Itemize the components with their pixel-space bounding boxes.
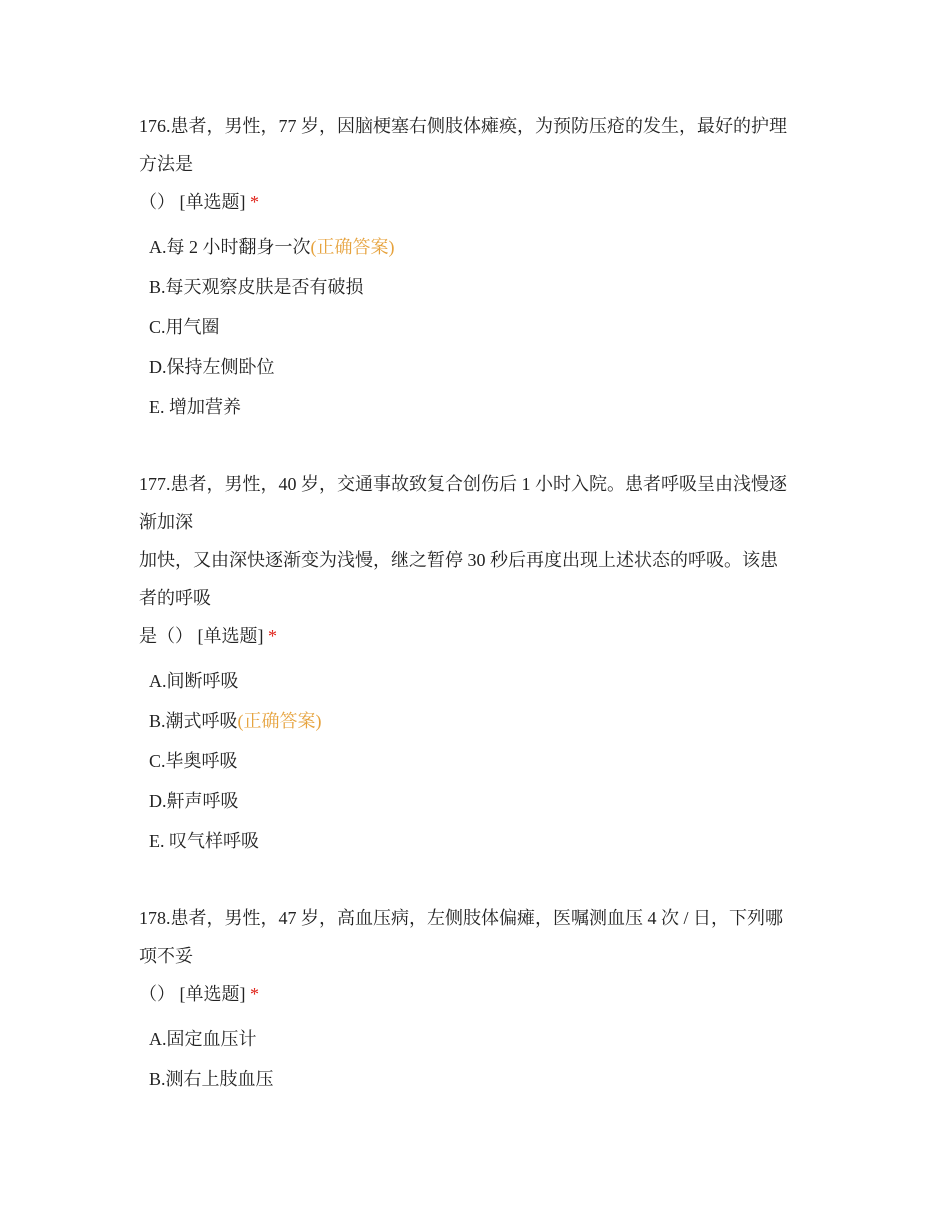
option-text: D.鼾声呼吸: [149, 791, 239, 811]
question-type: [139, 183, 819, 221]
question-type-label: [单选题]: [179, 984, 246, 1004]
option-a[interactable]: [149, 1019, 819, 1059]
question-text-line: 渐加深: [139, 512, 193, 532]
option-e[interactable]: [149, 821, 819, 861]
question-text-line: 177.患者，男性，40 岁，交通事故致复合创伤后 1 小时入院。患者呼吸呈由浅慢逐: [139, 474, 787, 494]
question-type-label: [单选题]: [179, 192, 246, 212]
option-list: [139, 661, 819, 861]
question-text-line: 方法是: [139, 154, 193, 174]
question-text-line: 178.患者，男性，47 岁，高血压病，左侧肢体偏瘫，医嘱测血压 4 次 / 日，下列哪: [139, 908, 783, 928]
answer-blank: （）: [139, 984, 175, 1004]
option-text: B.潮式呼吸: [149, 711, 238, 731]
option-b[interactable]: [149, 1059, 819, 1099]
option-text: A.固定血压计: [149, 1029, 257, 1049]
question-text-line: 项不妥: [139, 946, 193, 966]
option-list: [139, 227, 819, 427]
answer-blank: （）: [139, 192, 175, 212]
option-list: [139, 1019, 819, 1099]
question-type: [139, 617, 819, 655]
answer-blank: 是（）: [139, 626, 193, 646]
option-text: B.每天观察皮肤是否有破损: [149, 277, 364, 297]
option-text: A.每 2 小时翻身一次: [149, 237, 311, 257]
option-d[interactable]: [149, 347, 819, 387]
required-mark: *: [250, 192, 259, 212]
question-text-line: 加快，又由深快逐渐变为浅慢，继之暂停 30 秒后再度出现上述状态的呼吸。该患: [139, 550, 778, 570]
option-c[interactable]: [149, 741, 819, 781]
option-e[interactable]: [149, 387, 819, 427]
option-a[interactable]: [149, 661, 819, 701]
question-type-label: [单选题]: [197, 626, 264, 646]
option-text: E. 增加营养: [149, 397, 241, 417]
option-d[interactable]: [149, 781, 819, 821]
option-c[interactable]: [149, 307, 819, 347]
option-text: D.保持左侧卧位: [149, 357, 275, 377]
question-177: [139, 465, 819, 861]
option-text: C.用气圈: [149, 317, 220, 337]
question-text-line: 者的呼吸: [139, 588, 211, 608]
correct-answer-note: (正确答案): [237, 711, 322, 731]
question-type: [139, 975, 819, 1013]
option-text: E. 叹气样呼吸: [149, 831, 259, 851]
question-176: [139, 107, 819, 427]
option-b[interactable]: [149, 701, 819, 741]
required-mark: *: [250, 984, 259, 1004]
option-text: B.测右上肢血压: [149, 1069, 274, 1089]
option-a[interactable]: [149, 227, 819, 267]
correct-answer-note: (正确答案): [310, 237, 395, 257]
option-text: A.间断呼吸: [149, 671, 239, 691]
option-text: C.毕奥呼吸: [149, 751, 238, 771]
question-178: [139, 899, 819, 1099]
option-b[interactable]: [149, 267, 819, 307]
required-mark: *: [268, 626, 277, 646]
question-text-line: 176.患者，男性，77 岁，因脑梗塞右侧肢体瘫痪，为预防压疮的发生，最好的护理: [139, 116, 787, 136]
